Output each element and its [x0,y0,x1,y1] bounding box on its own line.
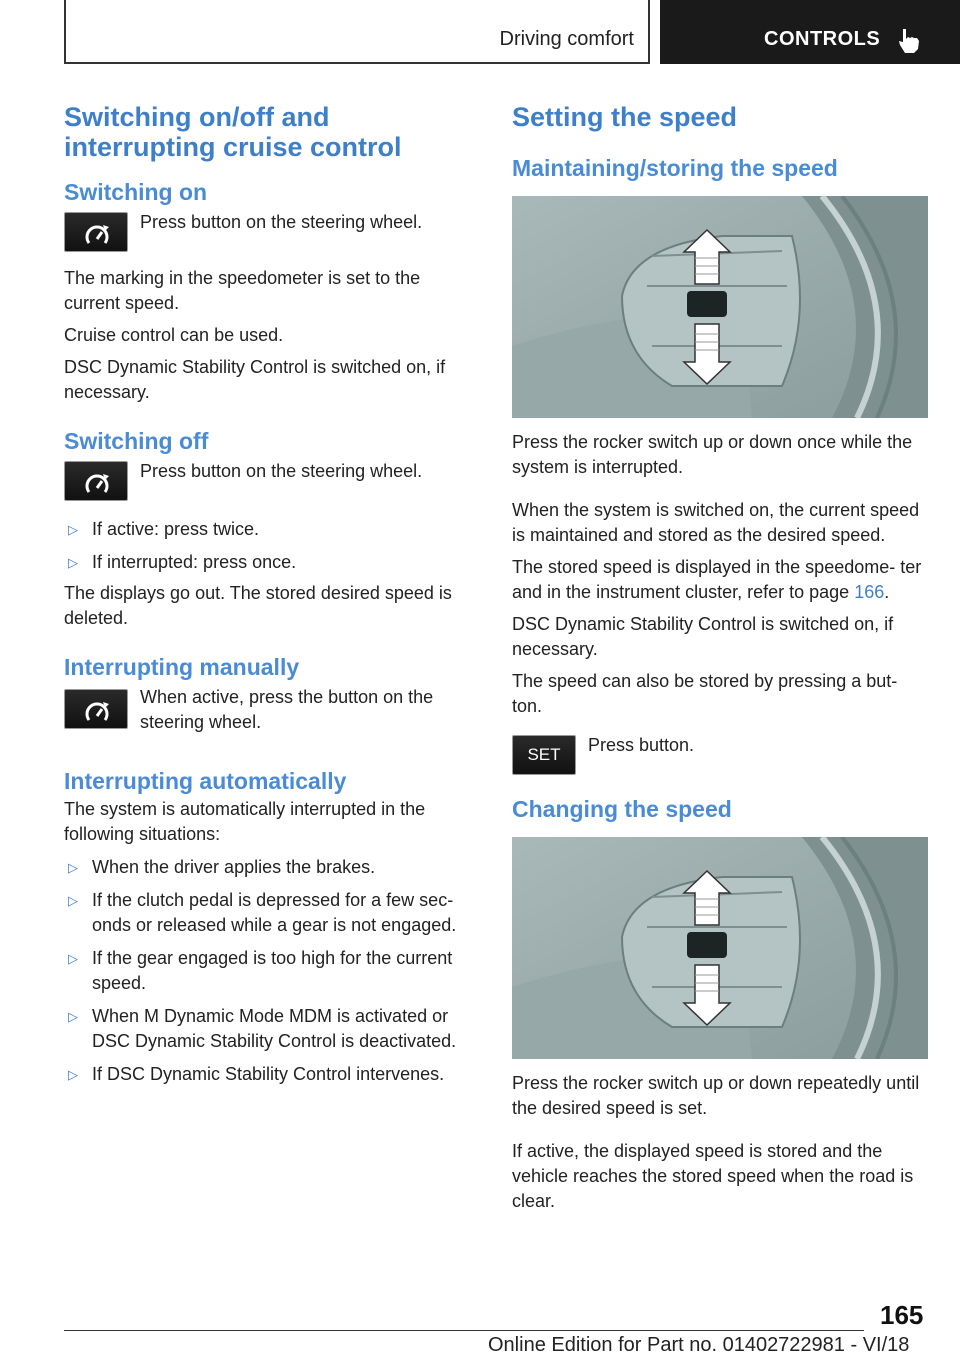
speedometer-icon [65,462,129,502]
page-number: 165 [880,1300,924,1330]
list-item [64,550,480,575]
bullet-triangle-icon: ▷ [68,893,78,908]
paragraph: The marking in the speedometer is set to the current speed. [64,268,421,313]
footer-edition-note: Online Edition for Part no. 01402722981 - VI/18 [488,1334,910,1356]
paragraph: Press the rocker switch up or down repeatedly until the desired speed is set. [512,1073,920,1118]
button-instruction-set [512,733,928,785]
heading-interrupting-automatically: Interrupting automatically [64,768,347,794]
footer-divider [64,1330,864,1331]
list-item [64,855,480,880]
section-title-setting-speed: Setting the speed [512,102,738,132]
list-item-text: If the clutch pedal is depressed for a few sec‐ onds or released while a gear is not engaged. [92,890,457,935]
header-chapter-tab [660,0,960,64]
bullet-triangle-icon: ▷ [68,860,78,875]
list-item-text: When M Dynamic Mode MDM is activated or DSC Dynamic Stability Control is deactivated. [92,1006,457,1051]
bullet-triangle-icon: ▷ [68,1067,78,1082]
paragraph [512,555,928,605]
hand-pointer-icon [896,26,922,54]
paragraph: The displays go out. The stored desired speed is deleted. [64,583,452,628]
speedometer-icon [65,690,129,730]
left-column [64,102,480,1087]
paragraph-text: The stored speed is displayed in the speedome‐ ter and in the instrument cluster, refer to page [512,557,922,602]
cruise-button-image [64,689,128,729]
heading-changing-speed: Changing the speed [512,796,732,822]
instruction-text: Press button. [588,735,695,755]
header-chapter-title: CONTROLS [764,28,881,50]
list-item-text: If interrupted: press once. [92,552,297,572]
list-item [64,517,480,542]
list-item [64,1004,480,1054]
paragraph: Cruise control can be used. [64,325,284,345]
paragraph: When the system is switched on, the current speed is maintained and stored as the desired speed. [512,500,920,545]
paragraph: The speed can also be stored by pressing a but‐ ton. [512,671,898,716]
bullet-triangle-icon: ▷ [68,951,78,966]
steering-wheel-rocker-image [512,196,928,418]
paragraph-text: . [884,582,890,602]
speedometer-icon [65,213,129,253]
heading-interrupting-manually: Interrupting manually [64,654,300,680]
button-instruction-interrupt [64,685,480,745]
list-item-text: If active: press twice. [92,519,260,539]
list-item-text: When the driver applies the brakes. [92,857,376,877]
paragraph: DSC Dynamic Stability Control is switched on, if necessary. [512,614,894,659]
instruction-text: Press button on the steering wheel. [140,212,423,232]
button-instruction-off [64,459,480,511]
right-column [512,102,928,1214]
paragraph: DSC Dynamic Stability Control is switched on, if necessary. [64,357,446,402]
page-reference-link[interactable]: 166 [854,582,885,602]
list-item-text: If DSC Dynamic Stability Control intervenes. [92,1064,445,1084]
cruise-button-image [64,461,128,501]
bullet-triangle-icon: ▷ [68,1009,78,1024]
list-item [64,946,480,996]
instruction-text: Press button on the steering wheel. [140,461,423,481]
instruction-text: When active, press the button on the steering wheel. [140,687,434,732]
cruise-button-image [64,212,128,252]
bullet-triangle-icon: ▷ [68,522,78,537]
heading-maintaining-storing: Maintaining/storing the speed [512,155,838,181]
paragraph: Press the rocker switch up or down once while the system is interrupted. [512,432,913,477]
paragraph: If active, the displayed speed is stored and the vehicle reaches the stored speed when the road is clear. [512,1141,914,1211]
section-title-cruise-control: Switching on/off and interrupting cruise control [64,102,402,162]
bullet-triangle-icon: ▷ [68,555,78,570]
steering-wheel-rocker-image [512,837,928,1059]
list-item-text: If the gear engaged is too high for the current speed. [92,948,453,993]
list-item [64,1062,480,1087]
header-section-title: Driving comfort [499,28,634,50]
set-button-label: SET [527,745,561,764]
header-section-box [64,0,650,64]
set-button-image [512,735,576,775]
button-instruction-on [64,210,480,262]
list-item [64,888,480,938]
paragraph: The system is automatically interrupted in the following situations: [64,799,426,844]
heading-switching-off: Switching off [64,428,209,454]
heading-switching-on: Switching on [64,179,208,205]
